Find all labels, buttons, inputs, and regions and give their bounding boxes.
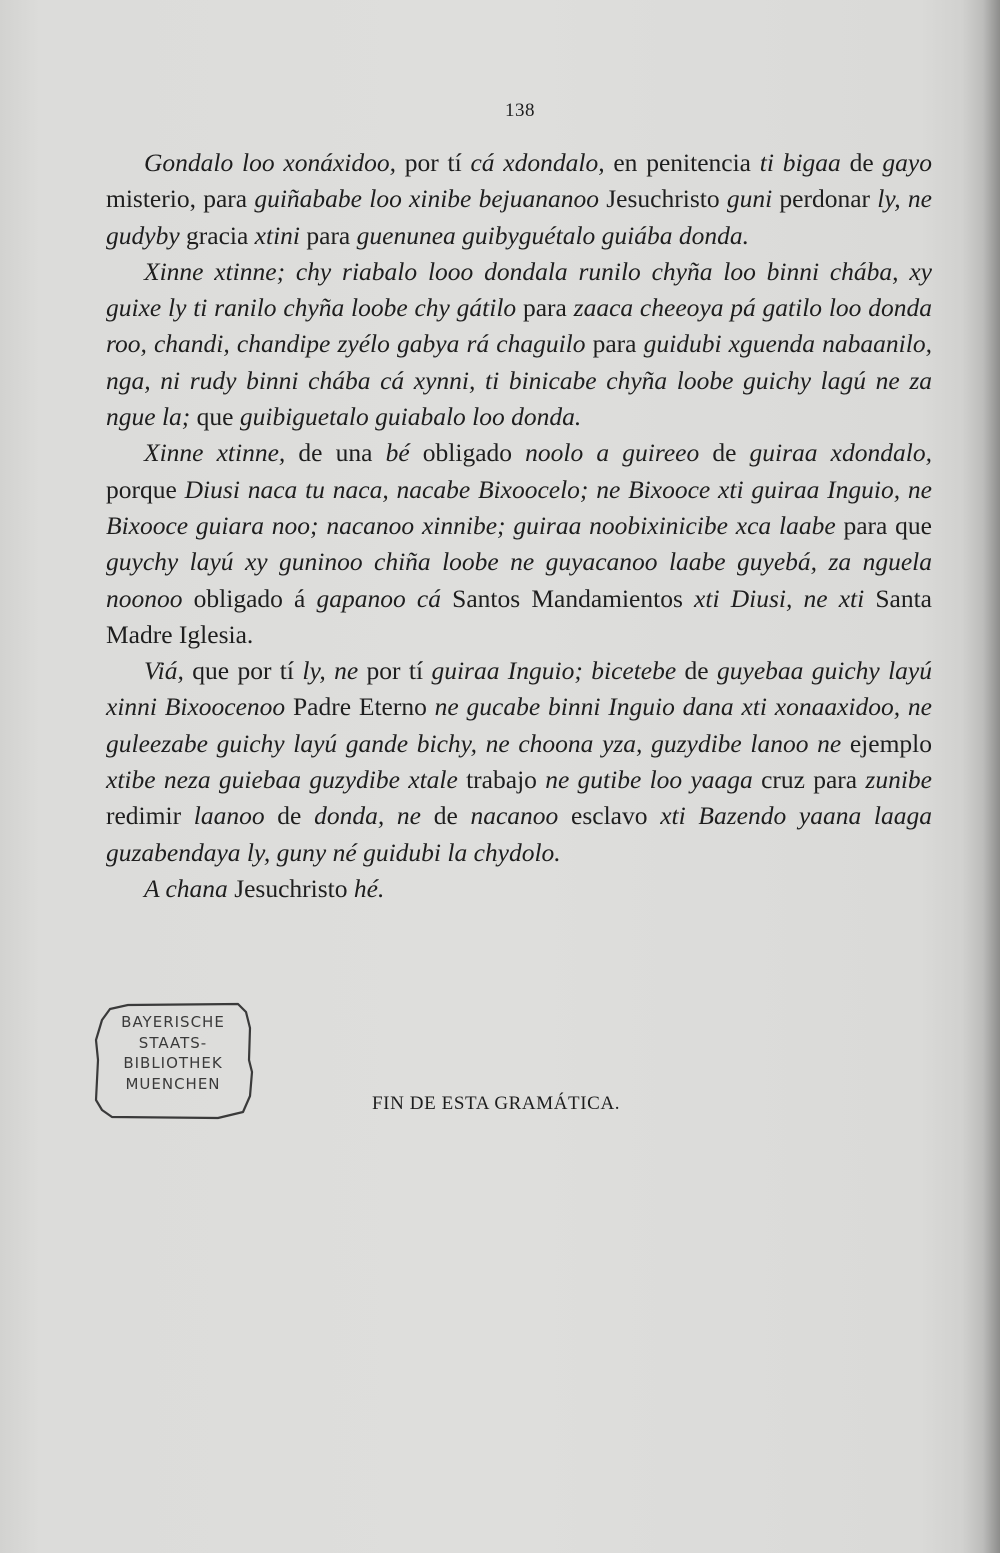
italic-run: Xinne xtinne; chy riabalo looo dondala runilo chyña loo binni chába, xy guixe ly ti ranilo chyña loobe chy gátilo bbox=[106, 256, 932, 323]
text-run: para que bbox=[835, 510, 932, 540]
text-run: esclavo bbox=[558, 801, 661, 831]
italic-run: ne gutibe loo yaaga bbox=[545, 765, 753, 795]
body-text bbox=[106, 145, 932, 907]
paragraph bbox=[106, 254, 932, 435]
paragraph bbox=[106, 435, 932, 653]
italic-run: Gondalo loo xonáxidoo, bbox=[144, 148, 396, 177]
text-run: en penitencia bbox=[604, 148, 760, 177]
italic-run: xtini bbox=[254, 220, 300, 250]
italic-run: zunibe bbox=[865, 765, 932, 795]
text-run: de bbox=[421, 801, 471, 831]
text-run: que por tí bbox=[183, 656, 303, 686]
stamp-line-1: BAYERISCHE bbox=[121, 1013, 225, 1031]
italic-run: noolo a guireeo bbox=[525, 438, 700, 468]
text-run: de bbox=[676, 656, 717, 686]
text-run: para bbox=[585, 329, 644, 359]
text-run: Santos Mandamientos bbox=[441, 583, 695, 613]
text-run: trabajo bbox=[457, 765, 546, 795]
italic-run: Diusi naca tu naca, nacabe Bixoocelo; ne Bixooce xti guiraa Inguio, ne Bixooce guiara noo; nacanoo xinnibe; guiraa noobixinicibe xca laabe bbox=[106, 474, 933, 540]
stamp-line-3: BIBLIOTHEK bbox=[123, 1054, 223, 1072]
italic-run: Xinne xtinne, bbox=[144, 438, 286, 468]
text-run: de bbox=[264, 801, 315, 831]
text-run: Padre Eterno bbox=[285, 692, 435, 722]
italic-run: cá xdondalo, bbox=[470, 148, 605, 177]
italic-run: zaaca cheeoya pá gatilo loo donda roo, chandi, chandipe zyélo gabya rá chaguilo bbox=[106, 293, 932, 359]
italic-run: gapanoo cá bbox=[316, 583, 442, 613]
stamp-line-2: STAATS- bbox=[138, 1033, 208, 1052]
italic-run: laanoo bbox=[193, 801, 265, 831]
text-run: redimir bbox=[106, 801, 194, 831]
text-run: perdonar bbox=[772, 184, 878, 214]
italic-run: xti Diusi, ne xti bbox=[694, 583, 865, 613]
italic-run: ti bigaa bbox=[759, 148, 841, 177]
italic-run: bé bbox=[385, 438, 410, 468]
text-run: Santa Madre Iglesia. bbox=[106, 583, 932, 649]
text-run: cruz para bbox=[752, 765, 866, 795]
italic-run: donda, ne bbox=[314, 801, 421, 831]
italic-run: ly, ne bbox=[302, 656, 359, 686]
paragraph bbox=[106, 145, 932, 254]
italic-run: guibiguetalo guiabalo loo donda. bbox=[239, 402, 582, 432]
text-run: para bbox=[516, 293, 574, 323]
italic-run: guiraa xdondalo, bbox=[749, 438, 932, 468]
italic-run: guiraa Inguio; bicetebe bbox=[431, 656, 677, 686]
paragraph bbox=[106, 653, 932, 871]
italic-run: Viá, bbox=[144, 656, 184, 686]
italic-run: guyebaa guichy layú xinni Bixoocenoo bbox=[106, 656, 932, 722]
text-run: gracia bbox=[179, 220, 255, 250]
italic-run: guni bbox=[726, 184, 773, 214]
text-run: que bbox=[190, 402, 240, 432]
italic-run: hé. bbox=[353, 873, 385, 903]
italic-run: ly, ne gudyby bbox=[106, 184, 932, 250]
italic-run: guychy layú xy guninoo chiña loobe ne guyacanoo laabe guyebá, za nguela noonoo bbox=[106, 547, 932, 613]
italic-run: A chana bbox=[144, 873, 228, 903]
text-run: misterio, para bbox=[106, 184, 255, 214]
text-run: obligado á bbox=[182, 583, 317, 613]
italic-run: xtibe neza guiebaa guzydibe xtale bbox=[106, 765, 458, 795]
text-run: ejemplo bbox=[841, 728, 932, 758]
library-stamp bbox=[88, 1000, 256, 1120]
text-run: por tí bbox=[395, 148, 471, 177]
page-edge-shadow bbox=[962, 0, 1000, 1553]
italic-run: xti Bazendo yaana laaga guzabendaya ly, guny né guidubi la chydolo. bbox=[106, 801, 933, 867]
italic-run: guenunea guibyguétalo guiába donda. bbox=[356, 220, 750, 250]
page-number: 138 bbox=[505, 100, 535, 121]
text-run: para bbox=[300, 220, 357, 250]
italic-run: ne gucabe binni Inguio dana xti xonaaxidoo, ne guleezabe guichy layú gande bichy, ne choona yza, guzydibe lanoo ne bbox=[106, 692, 933, 758]
text-run: Jesuchristo bbox=[599, 184, 727, 214]
italic-run: nacanoo bbox=[470, 801, 559, 831]
text-run: obligado bbox=[409, 438, 526, 468]
italic-run: gayo bbox=[882, 148, 932, 177]
closing-line: FIN DE ESTA GRAMÁTICA. bbox=[372, 1093, 621, 1114]
italic-run: guiñababe loo xinibe bejuananoo bbox=[254, 184, 600, 214]
text-run: de bbox=[840, 148, 883, 177]
italic-run: guidubi xguenda nabaanilo, nga, ni rudy binni chába cá xynni, ti binicabe chyña loobe guichy lagú ne za ngue la; bbox=[106, 329, 932, 432]
paragraph bbox=[106, 871, 932, 907]
stamp-line-4: MUENCHEN bbox=[125, 1074, 221, 1093]
text-run: porque bbox=[106, 474, 185, 504]
text-run: por tí bbox=[358, 656, 432, 686]
text-run: de una bbox=[285, 438, 386, 468]
text-run: Jesuchristo bbox=[227, 873, 354, 903]
text-run: de bbox=[699, 438, 750, 468]
